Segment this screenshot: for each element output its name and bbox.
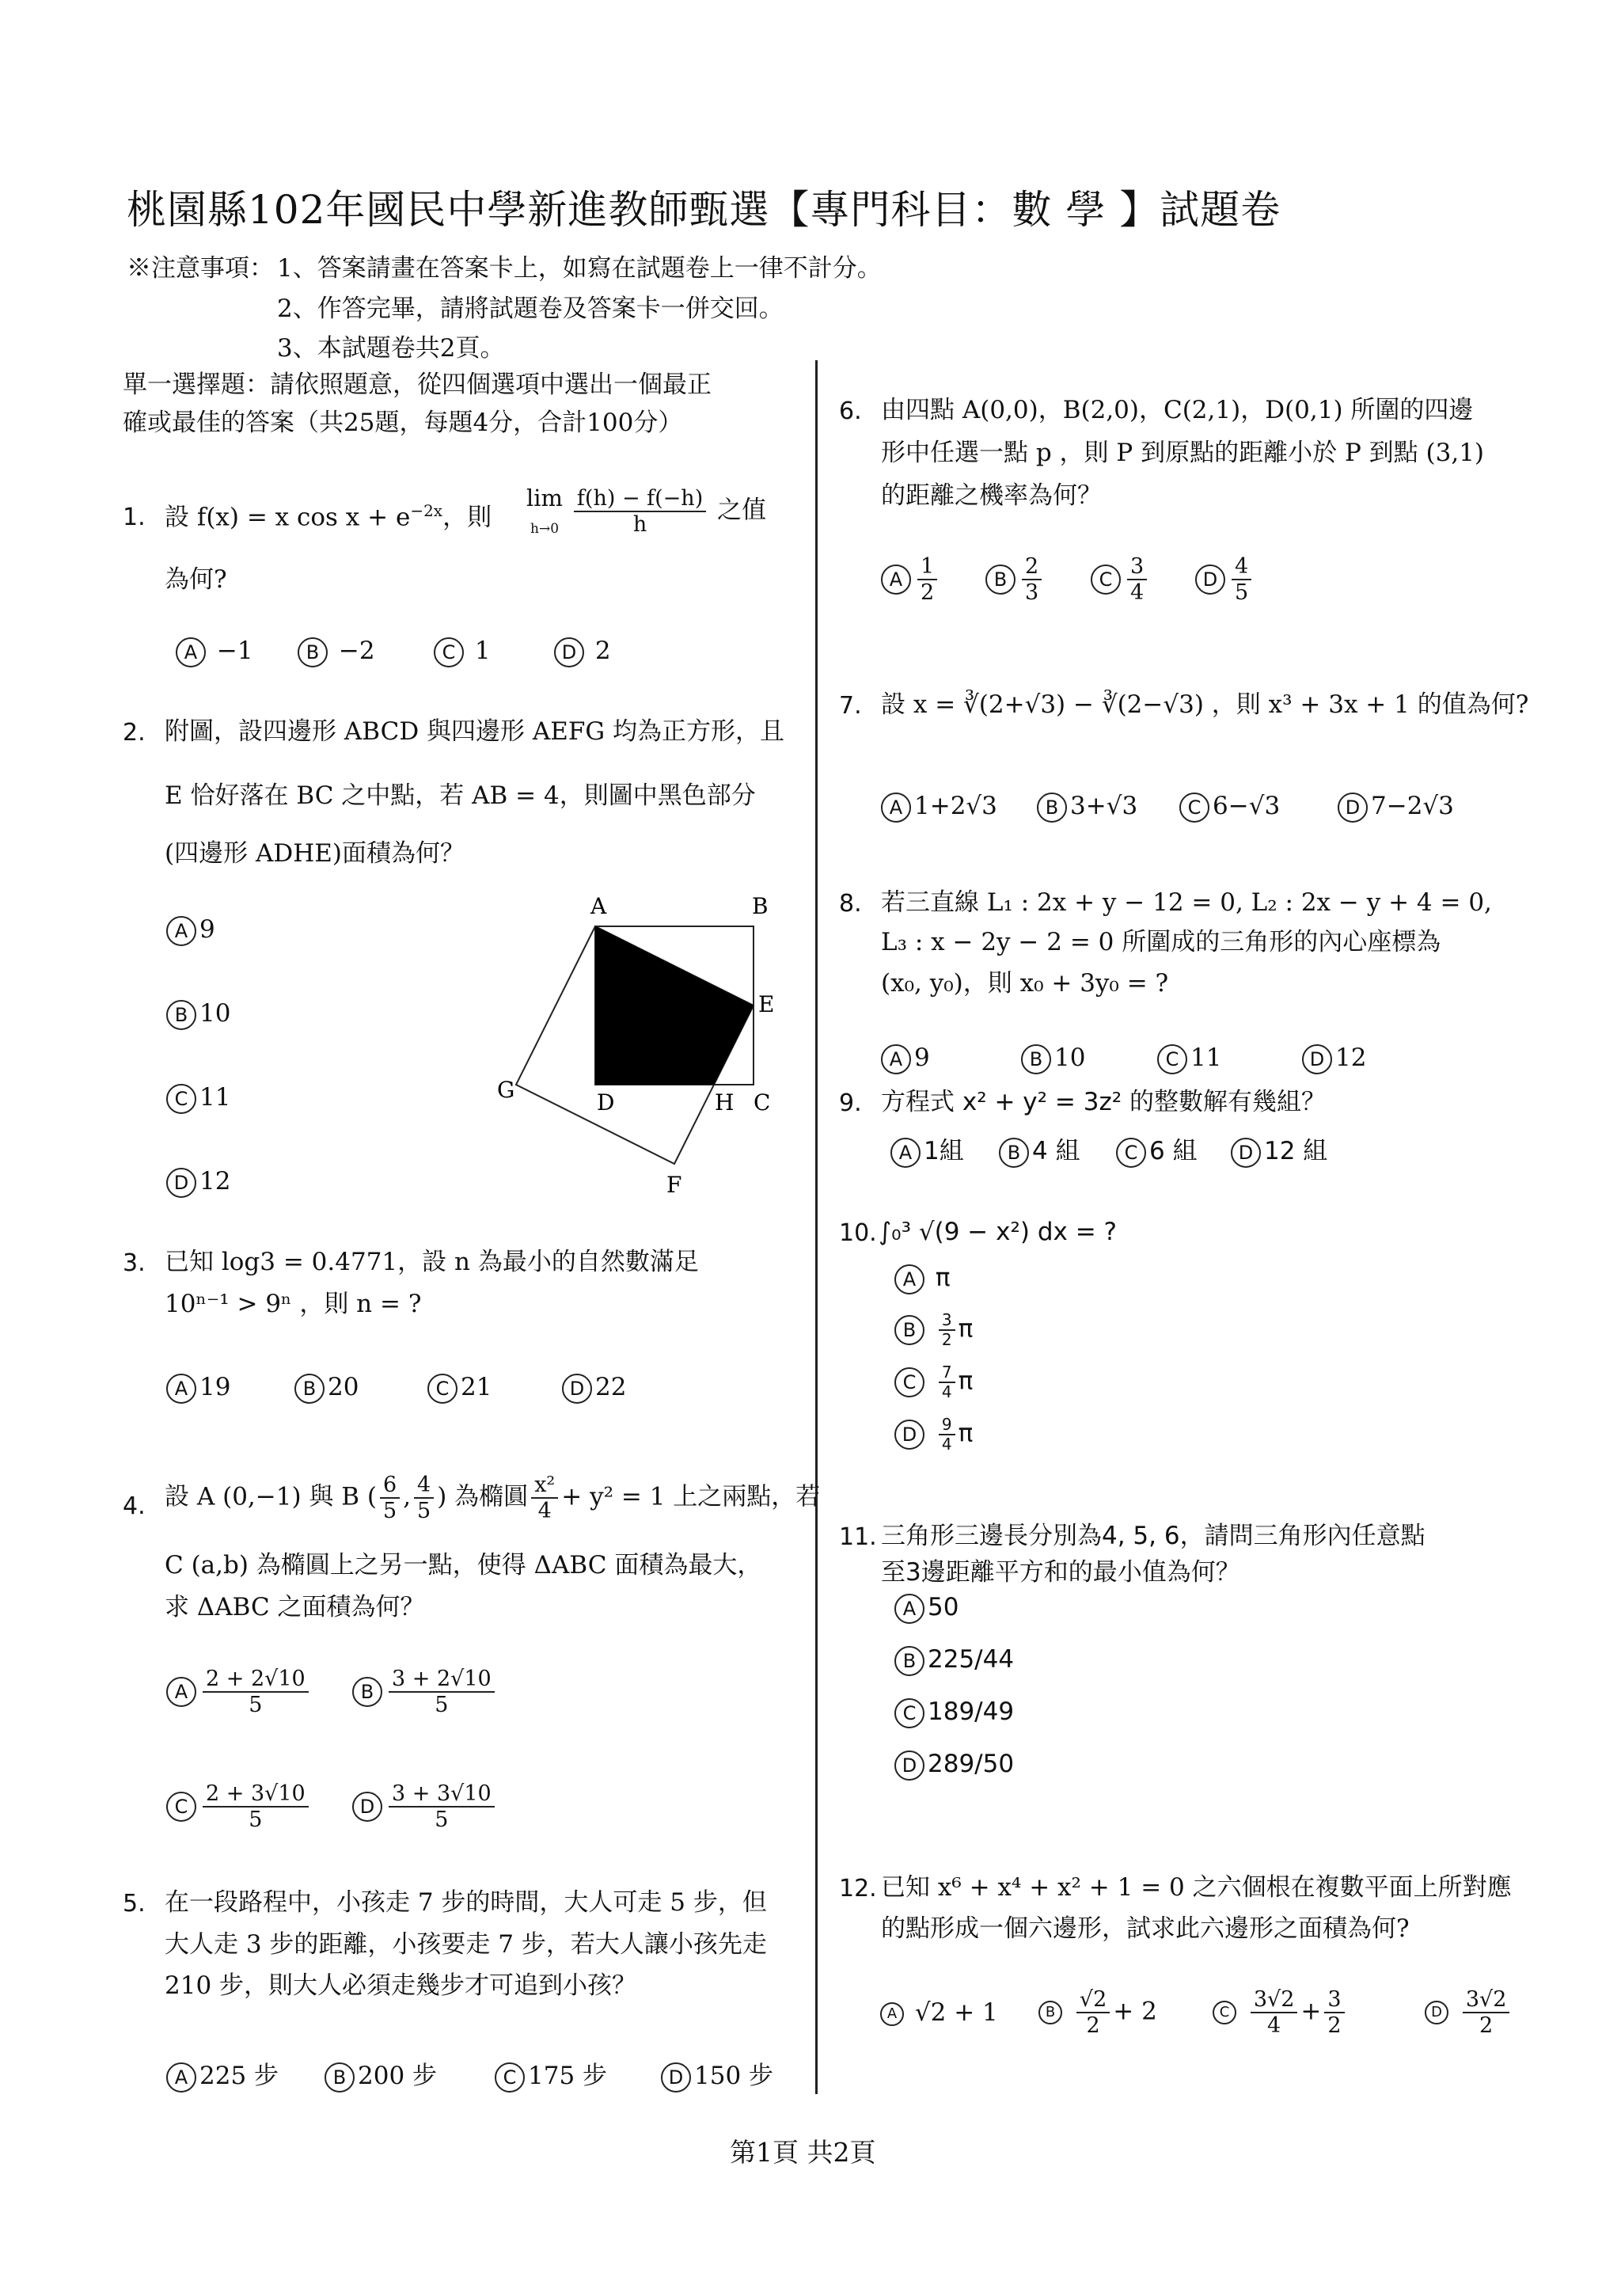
option-d[interactable]: D $\frac{3√2}{2}$ bbox=[1425, 1987, 1513, 2038]
question-number: 8. bbox=[839, 890, 862, 918]
question-number: 5. bbox=[123, 1890, 146, 1918]
option-d[interactable]: D 12 bbox=[166, 1167, 230, 1198]
option-d[interactable]: D 7−2√3 bbox=[1338, 792, 1454, 823]
page-title: 桃園縣102年國民中學新進教師甄選【專門科目：數 學 】試題卷 bbox=[127, 187, 1281, 233]
option-d[interactable]: D 150 步 bbox=[661, 2055, 773, 2093]
shaded-region-adhe bbox=[595, 926, 754, 1085]
option-c[interactable]: C $\frac{2 + 3√10}{5}$ bbox=[166, 1781, 312, 1832]
option-a[interactable]: A √2 + 1 bbox=[880, 1998, 998, 2027]
question-text-line1: 在一段路程中，小孩走 7 步的時間，大人可走 5 步，但 bbox=[165, 1888, 767, 1917]
option-d[interactable]: D 22 bbox=[562, 1373, 626, 1404]
question-number: 12. bbox=[839, 1875, 877, 1903]
question-number: 10. bbox=[839, 1219, 877, 1247]
option-b[interactable]: B 10 bbox=[166, 999, 230, 1030]
option-a[interactable]: A $\frac{2 + 2√10}{5}$ bbox=[166, 1667, 312, 1717]
option-d[interactable]: D 2 bbox=[554, 637, 611, 667]
question-text-line1: 方程式 x² + y² = 3z² 的整數解有幾組？ bbox=[881, 1088, 1327, 1116]
option-b[interactable]: B 225/44 bbox=[894, 1645, 1014, 1676]
question-text-line2: 的點形成一個六邊形，試求此六邊形之面積為何? bbox=[881, 1914, 1410, 1943]
option-d[interactable]: D $\frac{3 + 3√10}{5}$ bbox=[352, 1781, 498, 1832]
question-text-line2: 大人走 3 步的距離，小孩要走 7 步，若大人讓小孩先走 bbox=[165, 1930, 767, 1959]
option-b[interactable]: B $\frac{√2}{2}$ + 2 bbox=[1038, 1987, 1157, 2038]
question-number: 6. bbox=[839, 397, 862, 425]
question-text-line1: 附圖，設四邊形 ABCD 與四邊形 AEFG 均為正方形，且 bbox=[165, 717, 785, 746]
vertex-label-h: H bbox=[715, 1089, 735, 1116]
option-c[interactable]: C 21 bbox=[427, 1373, 492, 1404]
notice-item-2: 2、作答完畢，請將試題卷及答案卡一併交回。 bbox=[277, 295, 784, 323]
question-text-line1: 由四點 A(0,0)，B(2,0)，C(2,1)，D(0,1) 所圍的四邊 bbox=[881, 396, 1474, 424]
option-c[interactable]: C $\frac{3}{4}$ bbox=[1091, 554, 1150, 605]
question-text-line3: 求 ΔABC 之面積為何？ bbox=[165, 1593, 425, 1621]
vertex-label-a: A bbox=[590, 893, 607, 919]
notice-item-1: 1、答案請畫在答案卡上，如寫在試題卷上一律不計分。 bbox=[277, 254, 882, 283]
option-c[interactable]: C 189/49 bbox=[894, 1697, 1014, 1728]
question-text-line1: 若三直線 L₁ : 2x + y − 12 = 0, L₂ : 2x − y + 4 = 0, bbox=[881, 888, 1492, 917]
page-footer: 第1頁 共2頁 bbox=[730, 2137, 876, 2168]
question-text-line1: 設 A (0,−1) 與 B ( $\frac{6}{5}$ , $\frac{4}{5}$ ) 為橢圓 $\frac{\text{x²}}{4}$ + y² = 1 上之兩點，若 bbox=[165, 1473, 821, 1524]
question-text-line2: 形中任選一點 p ，則 P 到原點的距離小於 P 到點 (3,1) bbox=[881, 439, 1485, 467]
vertex-label-f: F bbox=[666, 1172, 682, 1198]
option-a[interactable]: A 1+2√3 bbox=[881, 792, 997, 823]
question-text-line3: (四邊形 ADHE)面積為何？ bbox=[165, 839, 465, 868]
option-a[interactable]: A 19 bbox=[166, 1373, 230, 1404]
question-number: 3. bbox=[123, 1249, 146, 1277]
notice-label: ※注意事項： bbox=[127, 254, 274, 283]
option-b[interactable]: B $\frac{2}{3}$ bbox=[985, 554, 1045, 605]
option-d[interactable]: D 289/50 bbox=[894, 1750, 1014, 1781]
square-figure bbox=[491, 887, 792, 1203]
question-number: 4. bbox=[123, 1492, 146, 1520]
option-a[interactable]: A 225 步 bbox=[166, 2055, 279, 2093]
option-c[interactable]: C $\frac{7}{4}$ π bbox=[894, 1363, 973, 1401]
question-text-line2: 10ⁿ⁻¹ > 9ⁿ ，則 n = ? bbox=[165, 1290, 422, 1318]
option-a[interactable]: A −1 bbox=[176, 637, 253, 667]
option-c[interactable]: C 6−√3 bbox=[1179, 792, 1280, 823]
question-text-line2: L₃ : x − 2y − 2 = 0 所圍成的三角形的內心座標為 bbox=[881, 928, 1441, 956]
option-c[interactable]: C 11 bbox=[166, 1083, 230, 1114]
question-text-line1: 已知 log3 = 0.4771，設 n 為最小的自然數滿足 bbox=[165, 1248, 699, 1276]
option-b[interactable]: B 3+√3 bbox=[1037, 792, 1137, 823]
option-c[interactable]: C 175 步 bbox=[495, 2055, 607, 2093]
question-text: 設 f(x) = x $\cos x + e^{-2x}$，則 bbox=[165, 501, 492, 532]
column-divider bbox=[815, 360, 818, 2094]
option-a[interactable]: A 9 bbox=[881, 1043, 930, 1074]
option-b[interactable]: B −2 bbox=[298, 637, 375, 667]
option-b[interactable]: B 200 步 bbox=[325, 2055, 437, 2093]
section-instruction-line2: 確或最佳的答案（共25題，每題4分，合計100分） bbox=[123, 409, 683, 437]
question-number: 1. bbox=[123, 504, 146, 531]
option-b[interactable]: B 20 bbox=[294, 1373, 359, 1404]
option-a[interactable]: A 9 bbox=[166, 915, 215, 946]
question-text-line1: 三角形三邊長分別為4, 5, 6，請問三角形內任意點 bbox=[881, 1522, 1425, 1550]
question-number: 2. bbox=[123, 719, 146, 747]
question-text-line2: C (a,b) 為橢圓上之另一點，使得 ΔABC 面積為最大， bbox=[165, 1551, 762, 1579]
option-c[interactable]: C 1 bbox=[434, 637, 491, 667]
option-b[interactable]: B 10 bbox=[1021, 1043, 1085, 1074]
question-text-line1: 設 x = ∛(2+√3) − ∛(2−√3) ，則 x³ + 3x + 1 的值為何? bbox=[881, 690, 1529, 719]
question-number: 11. bbox=[839, 1523, 877, 1551]
vertex-label-c: C bbox=[754, 1089, 771, 1116]
question-text-line2: 為何? bbox=[165, 565, 227, 594]
vertex-label-d: D bbox=[597, 1089, 615, 1116]
question-text-line3: 210 步，則大人必須走幾步才可追到小孩？ bbox=[165, 1971, 637, 2000]
question-text-line1: 已知 x⁶ + x⁴ + x² + 1 = 0 之六個根在複數平面上所對應 bbox=[881, 1873, 1512, 1902]
option-c[interactable]: C $\frac{3√2}{4}$ + $\frac{3}{2}$ bbox=[1213, 1987, 1348, 2038]
option-a[interactable]: A π bbox=[894, 1264, 951, 1294]
question-text-line3: 的距離之機率為何？ bbox=[881, 481, 1102, 510]
option-b[interactable]: B $\frac{3 + 2√10}{5}$ bbox=[352, 1667, 498, 1717]
question-text-line1: ∫₀³ √(9 − x²) dx = ? bbox=[879, 1218, 1117, 1246]
limit-expression: lim h→0 $\frac{f(h) - f(-h)}{h}$ 之值 bbox=[526, 485, 767, 537]
vertex-label-g: G bbox=[497, 1077, 515, 1103]
option-c[interactable]: C 11 bbox=[1157, 1043, 1221, 1074]
section-instruction-line1: 單一選擇題：請依照題意，從四個選項中選出一個最正 bbox=[123, 371, 712, 399]
vertex-label-b: B bbox=[752, 893, 769, 919]
question-number: 7. bbox=[839, 692, 862, 720]
notice-item-3: 3、本試題卷共2頁。 bbox=[277, 334, 505, 363]
question-text-line3: (x₀, y₀)，則 x₀ + 3y₀ = ? bbox=[881, 969, 1169, 998]
question-text-line2: 至3邊距離平方和的最小值為何？ bbox=[881, 1558, 1240, 1587]
option-b[interactable]: B 4 組 bbox=[999, 1131, 1080, 1168]
option-a[interactable]: A $\frac{1}{2}$ bbox=[881, 554, 940, 605]
option-a[interactable]: A 50 bbox=[894, 1593, 959, 1624]
question-text-line2: E 恰好落在 BC 之中點，若 AB = 4，則圖中黑色部分 bbox=[165, 781, 756, 810]
option-b[interactable]: B $\frac{3}{2}$ π bbox=[894, 1311, 973, 1349]
option-d[interactable]: D 12 bbox=[1302, 1043, 1366, 1074]
option-d[interactable]: D $\frac{4}{5}$ bbox=[1195, 554, 1255, 605]
option-a[interactable]: A 1組 bbox=[890, 1131, 964, 1168]
question-number: 9. bbox=[839, 1089, 862, 1117]
option-c[interactable]: C 6 組 bbox=[1116, 1131, 1198, 1168]
vertex-label-e: E bbox=[758, 991, 775, 1017]
option-d[interactable]: D 12 組 bbox=[1231, 1131, 1327, 1168]
option-d[interactable]: D $\frac{9}{4}$ π bbox=[894, 1416, 973, 1454]
